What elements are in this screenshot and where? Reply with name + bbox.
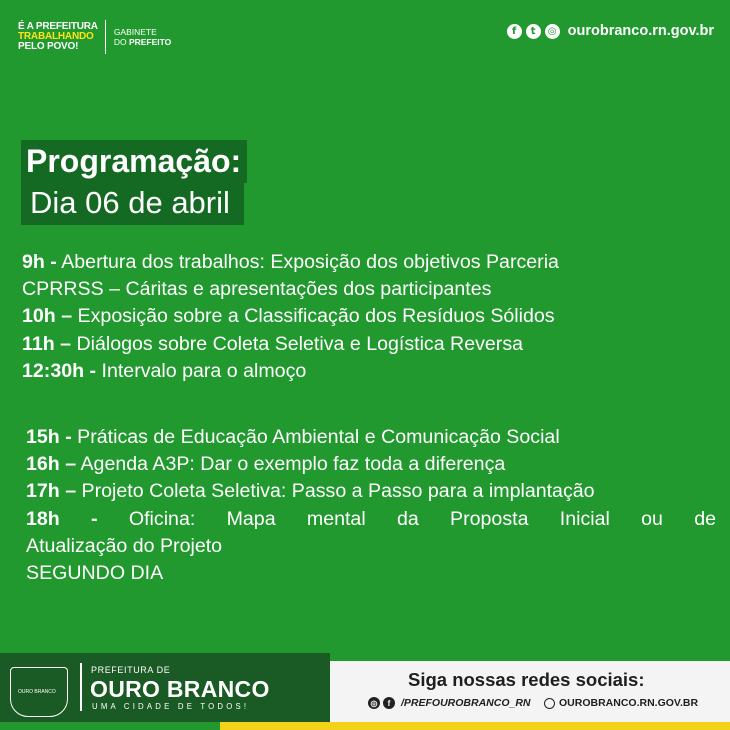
- schedule-line: [26, 451, 716, 478]
- schedule-time: 10h –: [22, 305, 73, 328]
- date-label: Dia 06 de abril: [21, 183, 244, 225]
- schedule-text: Diálogos sobre Coleta Seletiva e Logística Reversa: [71, 332, 524, 355]
- schedule-line: [26, 506, 716, 533]
- schedule-line: [22, 249, 714, 276]
- schedule-time: 15h -: [26, 426, 72, 448]
- schedule-line: [22, 276, 714, 303]
- schedule-line: [26, 533, 716, 560]
- schedule-line: [26, 560, 716, 587]
- footer-stripe: [0, 722, 730, 730]
- cabinet-label: [114, 27, 171, 47]
- footer-divider: [80, 663, 82, 711]
- slogan-line-3: PELO POVO!: [18, 41, 79, 52]
- schedule-text: Agenda A3P: Dar o exemplo faz toda a diferença: [76, 453, 506, 476]
- crest-text: OURO BRANCO: [18, 689, 56, 695]
- instagram-icon[interactable]: ◎: [545, 24, 560, 39]
- schedule-text: Exposição sobre a Classificação dos Resíduos Sólidos: [72, 305, 555, 328]
- schedule-time: 18h -: [26, 507, 98, 530]
- schedule-time: 16h –: [26, 453, 77, 476]
- footer-stripe-yellow: [220, 722, 730, 730]
- header-brand: [18, 20, 171, 54]
- follow-label: Siga nossas redes sociais:: [408, 669, 645, 690]
- schedule-time: 17h –: [26, 480, 77, 503]
- slogan: [18, 22, 98, 52]
- city-motto: UMA CIDADE DE TODOS!: [92, 702, 250, 711]
- divider: [105, 20, 106, 54]
- globe-icon: [544, 698, 555, 709]
- cabinet-prefix: DO: [113, 37, 129, 47]
- schedule-time: 9h -: [22, 251, 57, 273]
- schedule-text: SEGUNDO DIA: [26, 562, 164, 585]
- schedule-text: Abertura dos trabalhos: Exposição dos objetivos Parceria: [56, 251, 559, 273]
- schedule-line: [22, 358, 714, 385]
- facebook-icon[interactable]: f: [507, 24, 522, 39]
- slogan-line-1: É A PREFEITURA: [18, 21, 98, 32]
- schedule-text: Oficina: Mapa mental da Proposta Inicial ou de: [97, 507, 716, 530]
- social-handle[interactable]: /PREFOUROBRANCO_RN: [401, 697, 531, 709]
- morning-schedule: [22, 249, 714, 385]
- facebook-icon[interactable]: f: [383, 697, 395, 709]
- schedule-text: Atualização do Projeto: [26, 534, 223, 557]
- page-title: Programação:: [21, 140, 247, 183]
- footer-brand-panel: [0, 653, 330, 730]
- instagram-icon[interactable]: ◎: [368, 697, 380, 709]
- footer-website: [544, 697, 698, 709]
- schedule-time: 11h –: [22, 332, 72, 355]
- schedule-time: 12:30h -: [22, 359, 97, 382]
- schedule-text: Projeto Coleta Seletiva: Passo a Passo para a implantação: [76, 480, 595, 503]
- twitter-icon[interactable]: t: [526, 24, 541, 39]
- schedule-line: [22, 331, 714, 358]
- schedule-line: [26, 424, 716, 451]
- website-link[interactable]: ourobranco.rn.gov.br: [567, 23, 714, 39]
- cabinet-line-1: GABINETE: [113, 27, 157, 37]
- schedule-line: [22, 303, 714, 330]
- prefeitura-label: PREFEITURA DE: [91, 665, 171, 675]
- slogan-line-2: TRABALHANDO: [18, 31, 94, 42]
- schedule-text: Práticas de Educação Ambiental e Comunicação Social: [71, 426, 560, 448]
- header-social: [507, 23, 714, 39]
- footer-handle: [368, 697, 531, 709]
- cabinet-bold: PREFEITO: [128, 37, 172, 47]
- schedule-text: CPRRSS – Cáritas e apresentações dos participantes: [22, 278, 492, 301]
- footer: [0, 653, 730, 730]
- afternoon-schedule: [26, 424, 716, 587]
- schedule-line: [26, 478, 716, 505]
- city-name: OURO BRANCO: [90, 676, 270, 702]
- schedule-text: Intervalo para o almoço: [96, 359, 307, 382]
- footer-website-link[interactable]: OUROBRANCO.RN.GOV.BR: [559, 697, 699, 709]
